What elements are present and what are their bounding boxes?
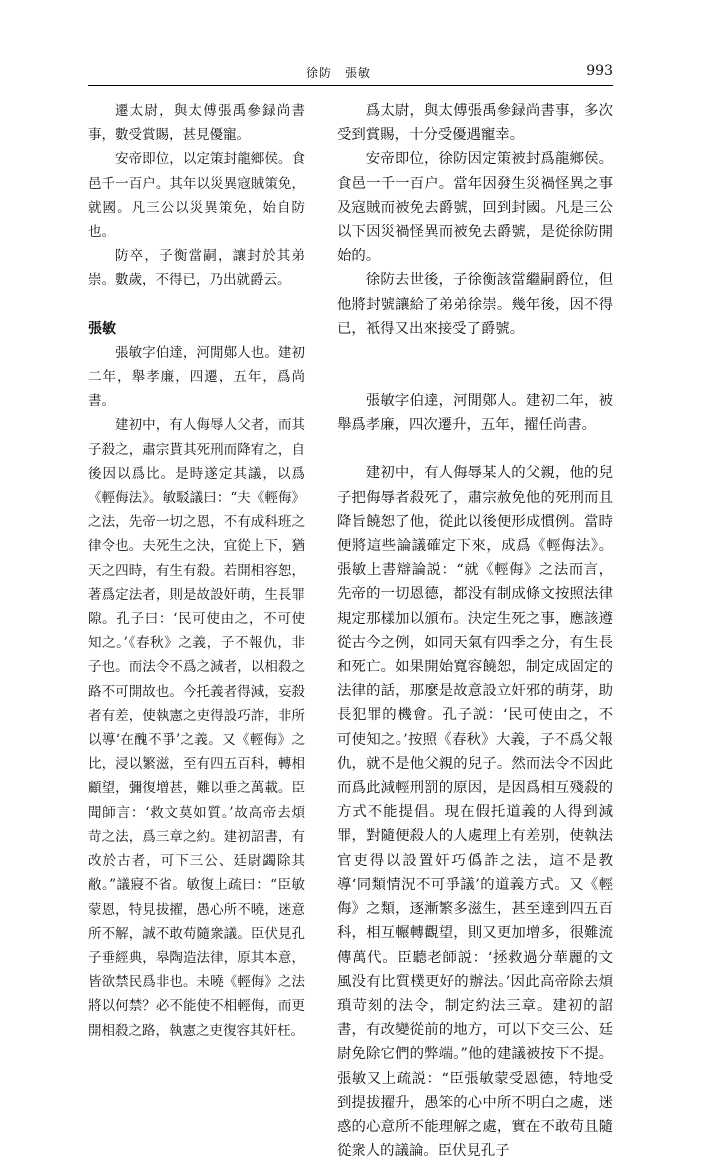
paragraph: 防卒，子衡當嗣，讓封於其弟崇。數歲，不得已，乃出就爵云。	[88, 248, 305, 289]
paragraph: 爲太尉，與太傅張禹參録尚書事，多次受到賞賜，十分受優遇寵幸。	[337, 103, 613, 144]
paragraph: 建初中，有人侮辱某人的父親，他的兒子把侮辱者殺死了，肅宗赦免他的死刑而且降旨饒恕了他，從此以後便形成慣例。當時便將這些論議確定下來，成爲《輕侮法》。張敏上書辯論説：“就《輕侮》之法而言，先帝的一切恩德，都没有制成條文按照法律規定那樣加以頒布。決定生死之事，應該遵從古今之例，如同天氣有四季之分，有生長和死亡。如果開始寬容饒恕，制定成固定的法律的話，那麼是故意設立奸邪的萌芽，助長犯罪的機會。孔子説：‘民可使由之，不可使知之。’按照《春秋》大義，子不爲父報仇，就不是他父親的兒子。然而法令不因此而爲此減輕刑罰的原因，是因爲相互殘殺的方式不能提倡。現在假托道義的人得到減罪，對隨便殺人的人處理上有差别，使執法官吏得以設置奸巧僞詐之法，這不是教導‘同類情況不可爭議’的道義方式。又《輕侮》之類，逐漸繁多滋生，甚至達到四五百科，相互輾轉觀望，則又更加增多，很難流傳萬代。臣聽老師説：‘拯救過分華麗的文風没有比質樸更好的辦法。’因此高帝除去煩瑣苛刻的法令，制定約法三章。建初的詔書，有改變從前的地方，可以下交三公、廷尉免除它們的弊端。”他的建議被按下不提。張敏又上疏説：“臣張敏蒙受恩德，特地受到提拔擢升，愚笨的心中所不明白之處，迷惑的心意所不能理解之處，實在不敢苟且隨從衆人的議論。臣伏見孔子	[337, 465, 613, 1160]
paragraph: 建初中，有人侮辱人父者，而其子殺之，肅宗貰其死刑而降宥之，自後因以爲比。是時遂定其議，以爲《輕侮法》。敏駁議曰：“夫《輕侮》之法，先帝一切之恩，不有成科班之律令也。夫死生之決，宜從上下，猶天之四時，有生有殺。若開相容恕，著爲定法者，則是故設奸萌，生長罪隙。孔子曰：‘民可使由之，不可使知之。’《春秋》之義，子不報仇，非子也。而法令不爲之減者，以相殺之路不可開故也。今托義者得減，妄殺者有差，使執憲之吏得設巧詐，非所以導‘在醜不爭’之義。又《輕侮》之比，浸以繁滋，至有四五百科，轉相顧望，彌復增甚，難以垂之萬載。臣聞師言：‘救文莫如質。’故高帝去煩苛之法，爲三章之約。建初詔書，有改於古者，可下三公、廷尉蠲除其敝。”議寢不省。敏復上疏曰：“臣敏蒙恩，特見拔擢，愚心所不曉，迷意所不解，誠不敢苟隨衆議。臣伏見孔子垂經典，皋陶造法律，原其本意，皆欲禁民爲非也。未曉《輕侮》之法將以何禁？必不能使不相輕侮，而更開相殺之路，執憲之吏復容其奸枉。	[88, 417, 305, 1039]
running-title: 徐防 張敏	[306, 66, 372, 80]
paragraph: 遷太尉，與太傅張禹參録尚書事，數受賞賜，甚見優寵。	[88, 103, 305, 144]
running-header	[88, 64, 613, 86]
paragraph: 張敏字伯達，河閒鄚人。建初二年，被舉爲孝廉，四次遷升，五年，擢任尚書。	[337, 393, 613, 434]
paragraph: 張敏字伯達，河閒鄚人也。建初二年，舉孝廉，四遷，五年，爲尚書。	[88, 344, 305, 410]
page-number: 993	[586, 63, 613, 79]
translation-column	[337, 99, 613, 1163]
paragraph: 安帝即位，以定策封龍鄉侯。食邑千一百户。其年以災異寇賊策免，就國。凡三公以災異策免，始自防也。	[88, 151, 305, 241]
section-heading: 張敏	[88, 320, 116, 337]
paragraph: 安帝即位，徐防因定策被封爲龍鄉侯。食邑一千一百户。當年因發生災禍怪異之事及寇賊而被免去爵號，回到封國。凡是三公以下因災禍怪異而被免去爵號，是從徐防開始的。	[337, 151, 613, 265]
classical-text-column	[88, 99, 305, 1043]
header-rule	[88, 85, 613, 86]
paragraph: 徐防去世後，子徐衡該當繼嗣爵位，但他將封號讓給了弟弟徐崇。幾年後，因不得已，衹得又出來接受了爵號。	[337, 272, 613, 337]
